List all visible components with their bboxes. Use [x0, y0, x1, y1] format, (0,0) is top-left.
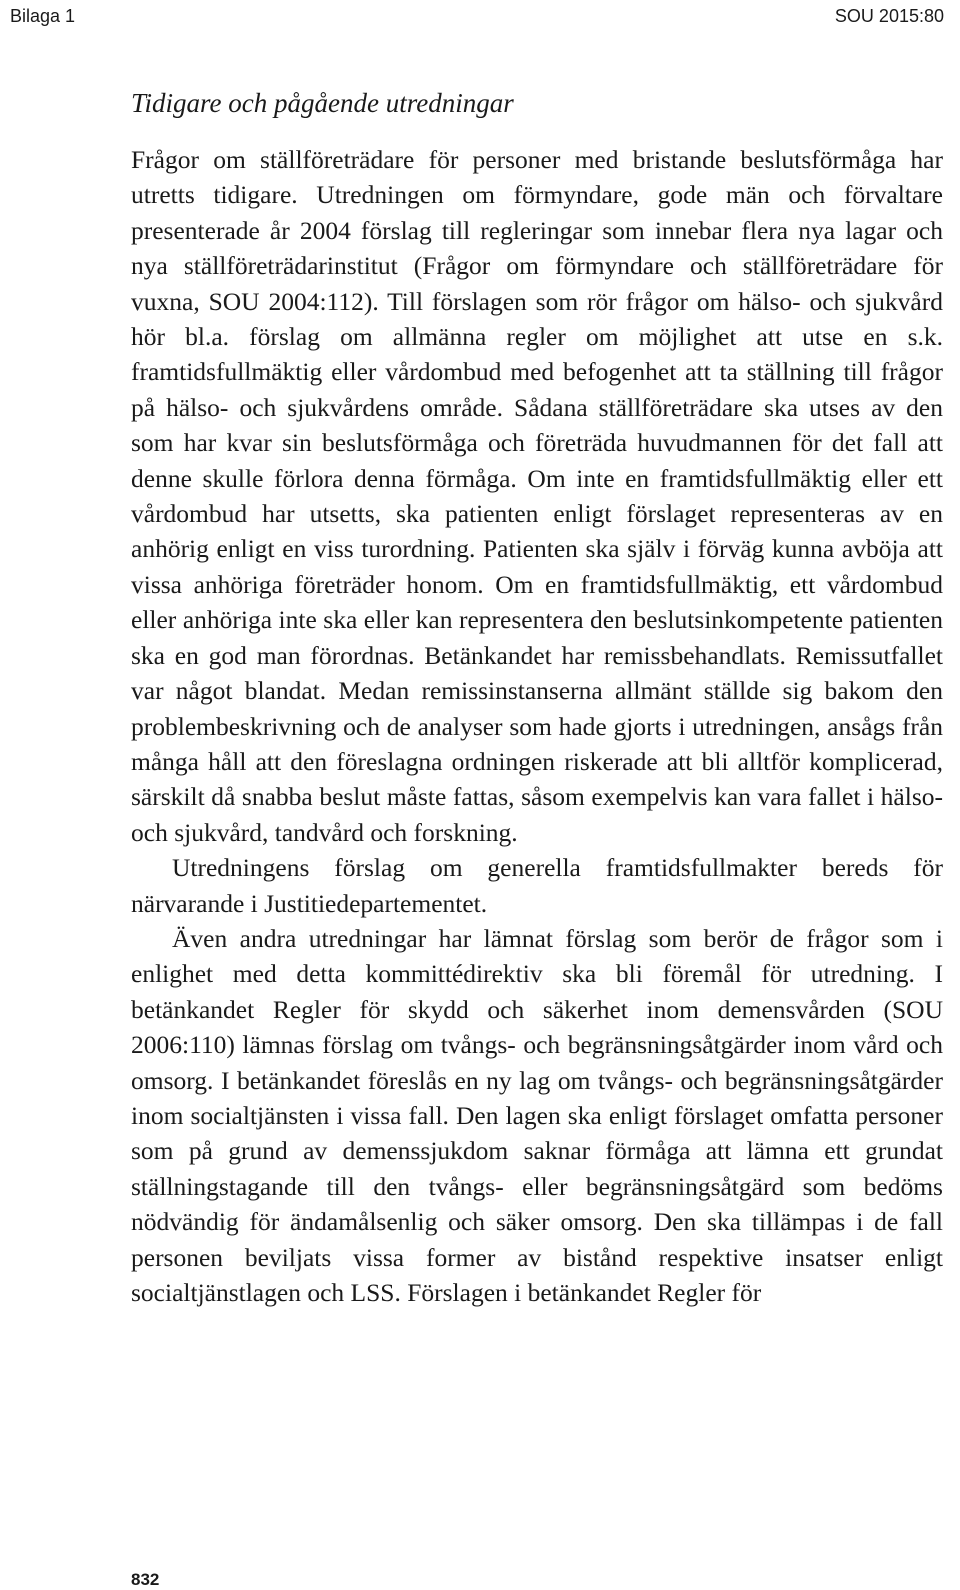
section-heading: Tidigare och pågående utredningar [131, 88, 514, 118]
paragraph-2: Utredningens förslag om generella framtidsfullmakter bereds för närvarande i Justitiedepartementet. [131, 853, 943, 918]
page-number: 832 [131, 1570, 160, 1589]
header-report-number: SOU 2015:80 [834, 6, 944, 26]
header-appendix-label: Bilaga 1 [10, 6, 76, 26]
body-text [131, 142, 943, 1310]
paragraph-1: Frågor om ställföreträdare för personer med bristande beslutsförmåga har utretts tidigare. Utredningen om förmyndare, gode män och förvaltare presenterade år 2004 förslag till regleringar som innebar flera nya lagar och nya ställföreträdarinstitut (Frågor om förmyndare och ställföreträdare för vuxna, SOU 2004:112). Till förslagen som rör frågor om hälso- och sjukvård hör bl.a. förslag om allmänna regler om möjlighet att utse en s.k. framtidsfullmäktig eller vårdombud med befogenhet att ta ställning till frågor på hälso- och sjukvårdens område. Sådana ställföreträdare ska utses av den som har kvar sin beslutsförmåga och företräda huvudmannen för det fall att denne skulle förlora denna förmåga. Om inte en framtidsfullmäktig eller ett vårdombud har utsetts, ska patienten enligt förslaget representeras av en anhörig enligt en viss turordning. Patienten ska själv i förväg kunna avböja att vissa anhöriga företräder honom. Om en framtidsfullmäktig, ett vårdombud eller anhöriga inte ska eller kan representera den beslutsinkompetente patienten ska en god man förordnas. Betänkandet har remissbehandlats. Remissutfallet var något blandat. Medan remissinstanserna allmänt ställde sig bakom den problembeskrivning och de analyser som hade gjorts i utredningen, ansågs från många håll att den föreslagna ordningen riskerade att bli alltför komplicerad, särskilt då snabba beslut måste fattas, såsom exempelvis kan vara fallet i hälso- och sjukvård, tandvård och forskning. [131, 145, 943, 847]
paragraph-3: Även andra utredningar har lämnat förslag som berör de frågor som i enlighet med detta kommittédirektiv ska bli föremål för utredning. I betänkandet Regler för skydd och säkerhet inom demensvården (SOU 2006:110) lämnas förslag om tvångs- och begränsningsåtgärder inom vård och omsorg. I betänkandet föreslås en ny lag om tvångs- och begränsningsåtgärder inom socialtjänsten i vissa fall. Den lagen ska enligt förslaget omfatta personer som på grund av demenssjukdom saknar förmåga att lämna ett grundat ställningstagande till den tvångs- eller begränsningsåtgärd som bedöms nödvändig för ändamålsenlig och säker omsorg. Den ska tillämpas i de fall personen beviljats vissa former av bistånd respektive insatser enligt socialtjänstlagen och LSS. Förslagen i betänkandet Regler för [131, 923, 943, 1307]
